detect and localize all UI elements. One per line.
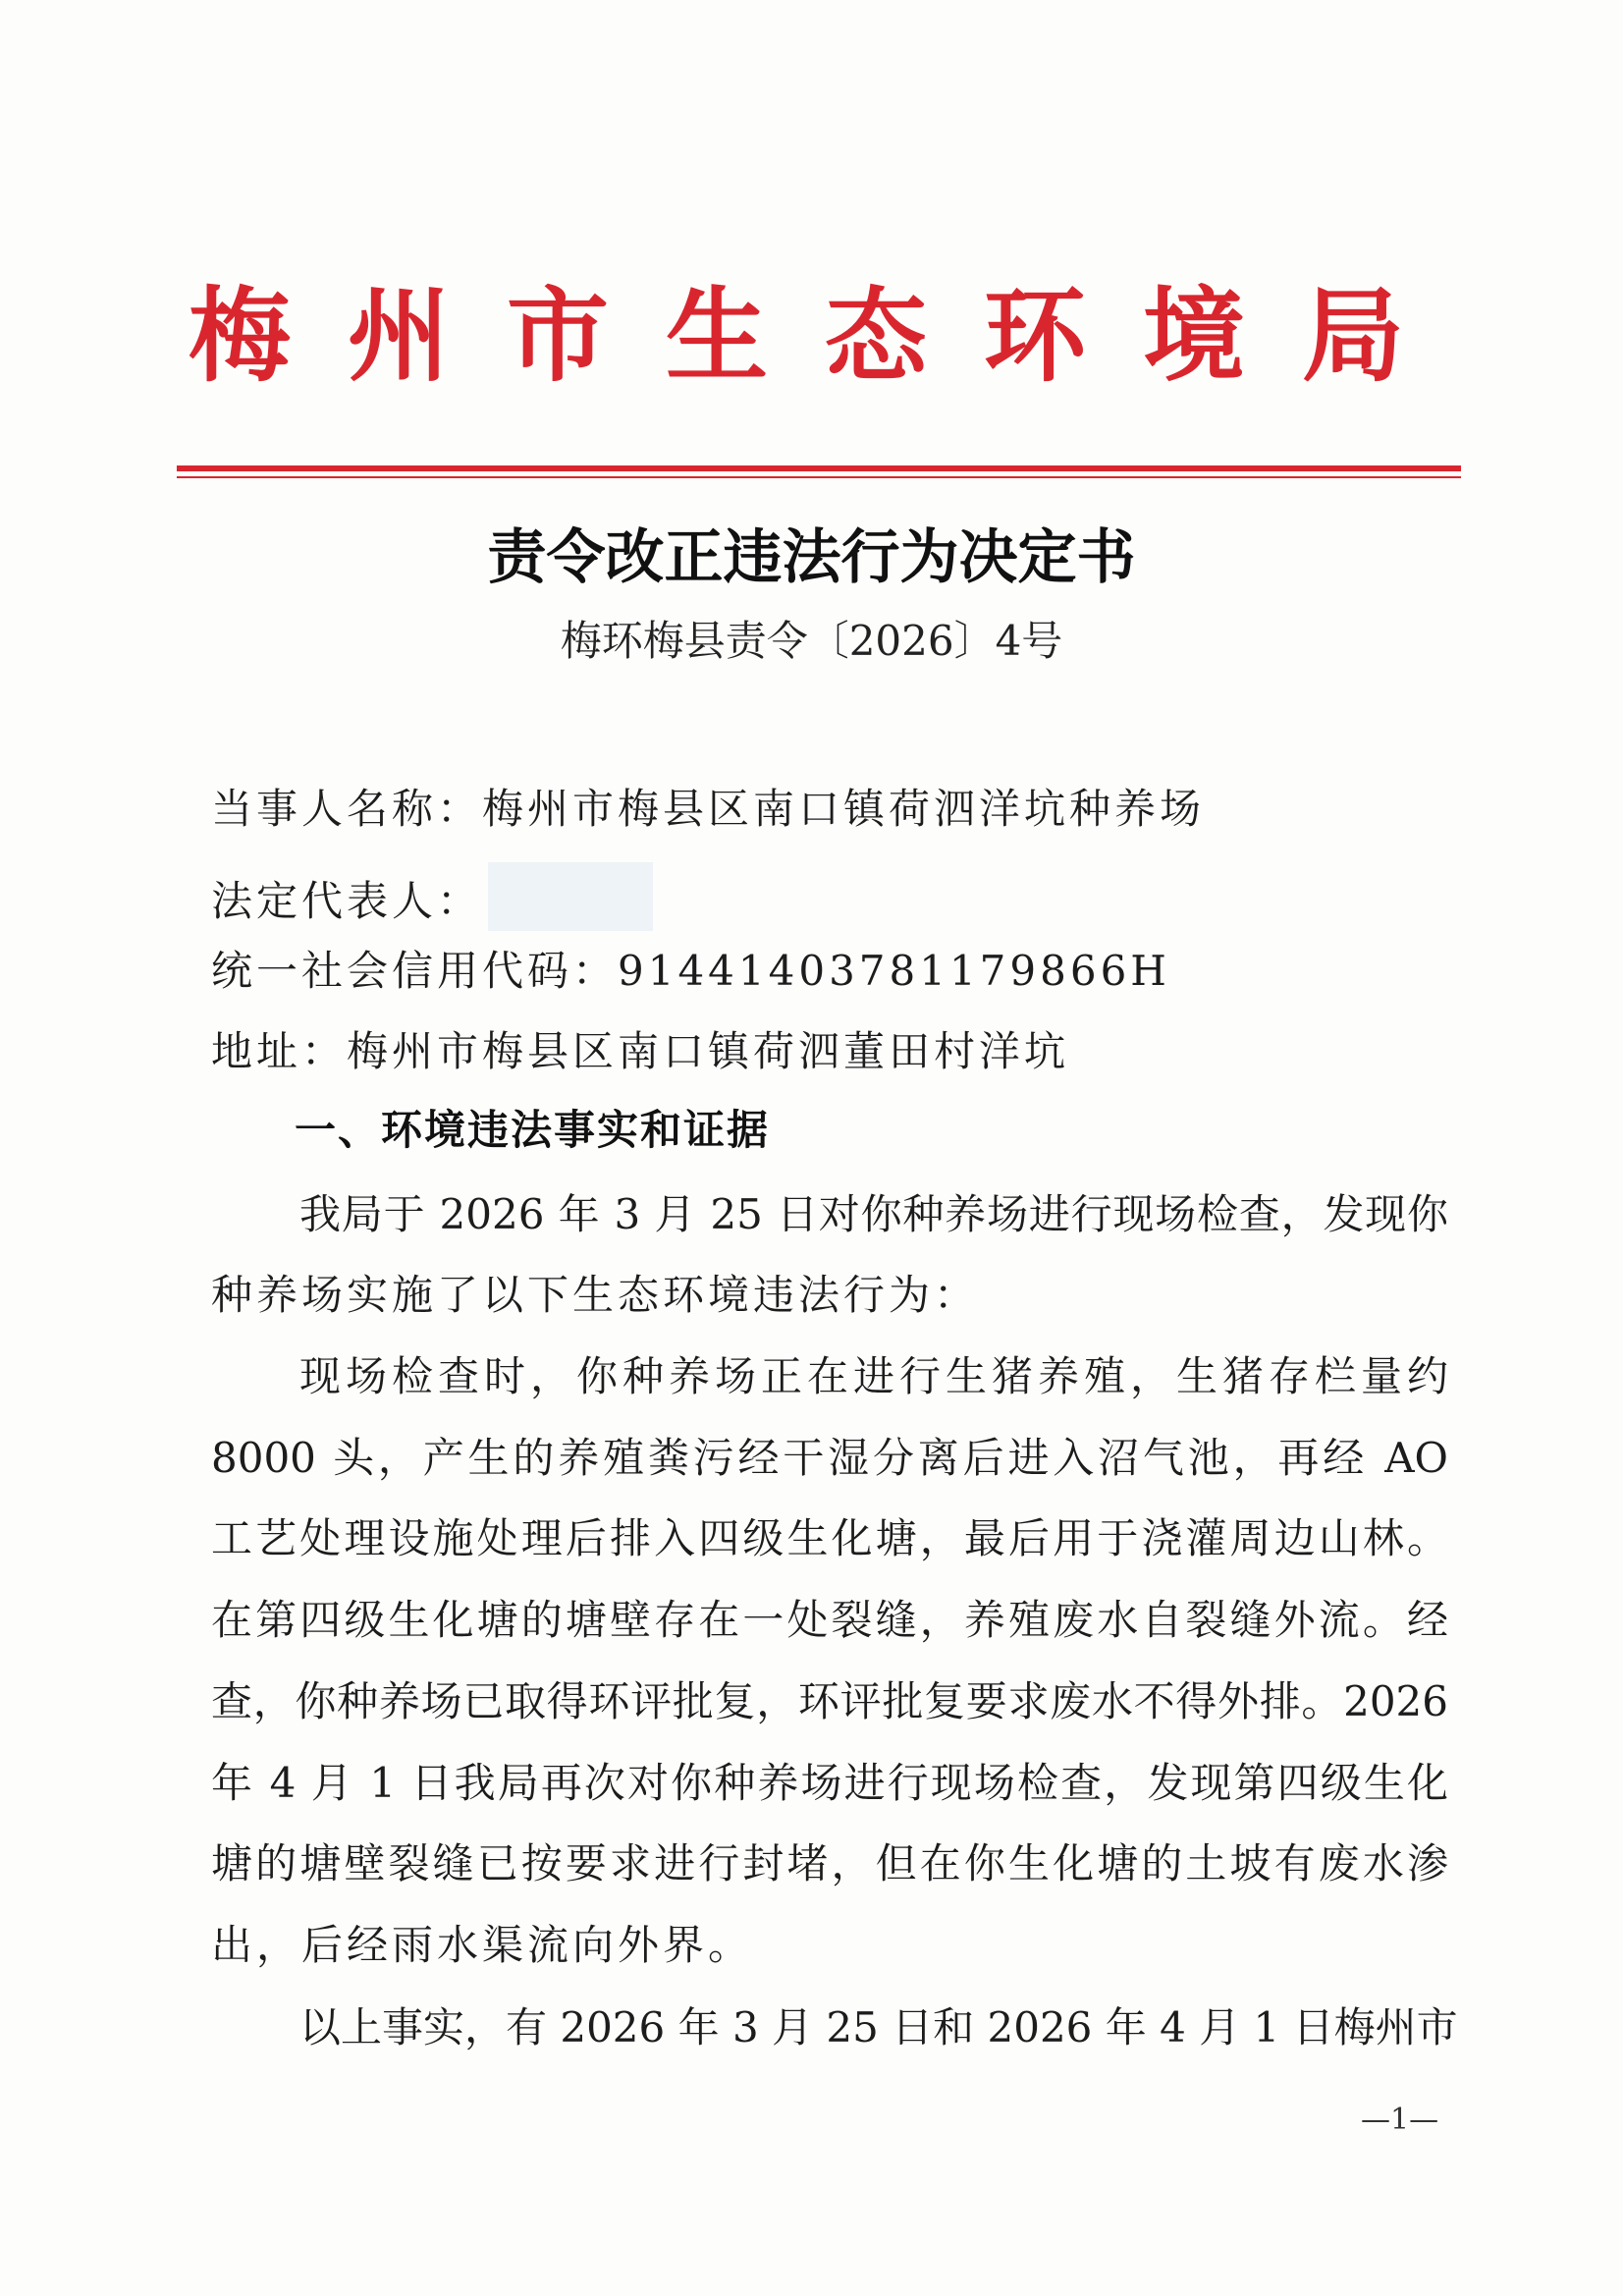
party-name-label: 当事人名称： <box>211 785 483 833</box>
body-line: 工艺处理设施处理后排入四级生化塘，最后用于浇灌周边山林。 <box>211 1514 1448 1562</box>
credit-code-field <box>211 947 1170 995</box>
section-heading: 一、环境违法事实和证据 <box>295 1106 771 1154</box>
document-title: 责令改正违法行为决定书 <box>487 523 1136 592</box>
legal-rep-label: 法定代表人： <box>211 877 483 925</box>
credit-code-value: 91441403781179866H <box>618 947 1170 995</box>
body-line: 8000 头，产生的养殖粪污经干湿分离后进入沼气池，再经 AO <box>211 1434 1448 1482</box>
body-line: 在第四级生化塘的塘壁存在一处裂缝，养殖废水自裂缝外流。经 <box>211 1596 1448 1644</box>
address-value: 梅州市梅县区南口镇荷泗董田村洋坑 <box>347 1027 1070 1075</box>
redacted-name-block <box>488 862 653 931</box>
header-red-rule-thick <box>177 465 1461 471</box>
party-name-value: 梅州市梅县区南口镇荷泗洋坑种养场 <box>482 785 1206 833</box>
page-number: —1— <box>1361 2103 1439 2137</box>
body-line: 以上事实，有 2026 年 3 月 25 日和 2026 年 4 月 1 日梅州市 <box>299 2003 1458 2051</box>
agency-header: 梅州市生态环境局 <box>188 275 1461 396</box>
party-name-field <box>211 785 1206 833</box>
address-label: 地址： <box>211 1027 348 1075</box>
body-line: 年 4 月 1 日我局再次对你种养场进行现场检查，发现第四级生化 <box>211 1759 1448 1807</box>
body-line: 出，后经雨水渠流向外界。 <box>211 1921 754 1969</box>
body-line: 现场检查时，你种养场正在进行生猪养殖，生猪存栏量约 <box>299 1352 1448 1400</box>
body-line: 查，你种养场已取得环评批复，环评批复要求废水不得外排。2026 <box>211 1677 1448 1725</box>
body-line: 我局于 2026 年 3 月 25 日对你种养场进行现场检查，发现你 <box>299 1190 1448 1238</box>
legal-rep-field <box>211 870 653 939</box>
body-line: 种养场实施了以下生态环境违法行为： <box>211 1271 980 1319</box>
body-line: 塘的塘壁裂缝已按要求进行封堵，但在你生化塘的土坡有废水渗 <box>211 1839 1448 1887</box>
credit-code-label: 统一社会信用代码： <box>211 947 619 995</box>
document-number: 梅环梅县责令〔2026〕4号 <box>560 617 1063 665</box>
address-field <box>211 1027 1070 1075</box>
header-red-rule-thin <box>177 476 1461 478</box>
